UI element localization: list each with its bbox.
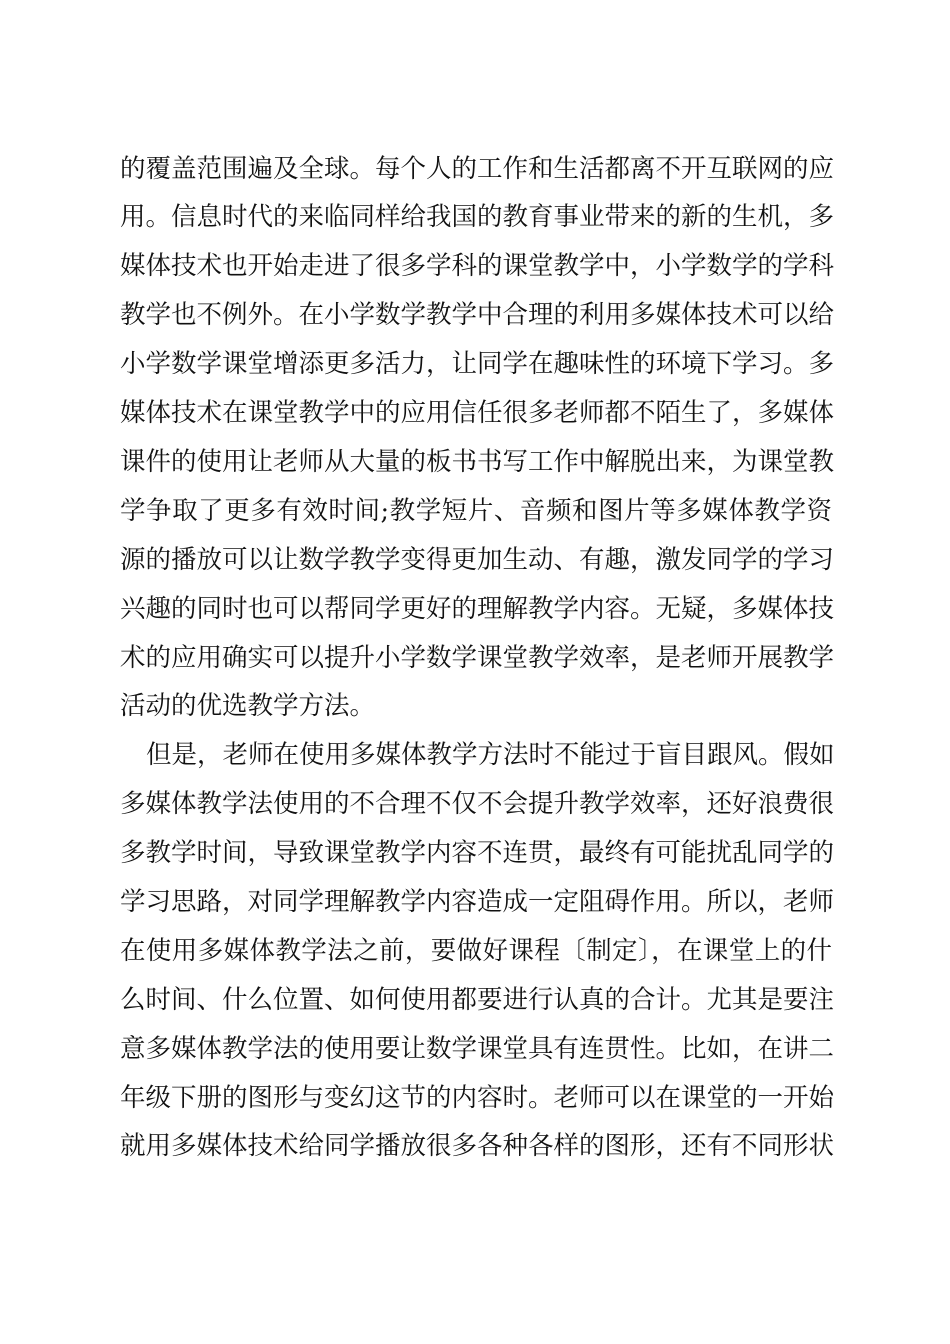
paragraph-line: 课件的使用让老师从大量的板书书写工作中解脱出来，为课堂教 xyxy=(120,447,835,477)
paragraph-line: 兴趣的同时也可以帮同学更好的理解教学内容。无疑，多媒体技 xyxy=(120,594,835,624)
paragraph-line: 就用多媒体技术给同学播放很多各种各样的图形，还有不同形状 xyxy=(120,1131,835,1161)
paragraph-line: 多教学时间，导致课堂教学内容不连贯，最终有可能扰乱同学的 xyxy=(120,838,835,868)
paragraph-line: 教学也不例外。在小学数学教学中合理的利用多媒体技术可以给 xyxy=(120,300,835,330)
paragraph-line: 学争取了更多有效时间;教学短片、音频和图片等多媒体教学资 xyxy=(120,496,832,526)
paragraph-line: 小学数学课堂增添更多活力，让同学在趣味性的环境下学习。多 xyxy=(120,349,835,379)
paragraph-line: 学习思路，对同学理解教学内容造成一定阻碍作用。所以，老师 xyxy=(120,887,835,917)
paragraph-line: 媒体技术在课堂教学中的应用信任很多老师都不陌生了，多媒体 xyxy=(120,398,835,428)
paragraph-line: 活动的优选教学方法。 xyxy=(120,691,376,721)
paragraph-line: 用。信息时代的来临同样给我国的教育事业带来的新的生机，多 xyxy=(120,202,835,232)
paragraph-line: 年级下册的图形与变幻这节的内容时。老师可以在课堂的一开始 xyxy=(120,1083,835,1113)
paragraph-line: 么时间、什么位置、如何使用都要进行认真的合计。尤其是要注 xyxy=(120,985,835,1015)
paragraph-line: 媒体技术也开始走进了很多学科的课堂教学中，小学数学的学科 xyxy=(120,251,835,281)
paragraph-line: 源的播放可以让数学教学变得更加生动、有趣，激发同学的学习 xyxy=(120,545,835,575)
paragraph-line: 多媒体教学法使用的不合理不仅不会提升教学效率，还好浪费很 xyxy=(120,789,835,819)
paragraph-line: 术的应用确实可以提升小学数学课堂教学效率，是老师开展教学 xyxy=(120,643,835,673)
paragraph-line: 意多媒体教学法的使用要让数学课堂具有连贯性。比如，在讲二 xyxy=(120,1034,835,1064)
paragraph-line: 在使用多媒体教学法之前，要做好课程〔制定〕，在课堂上的什 xyxy=(120,936,832,966)
paragraph-line: 但是，老师在使用多媒体教学方法时不能过于盲目跟风。假如 xyxy=(146,740,835,770)
paragraph-line: 的覆盖范围遍及全球。每个人的工作和生活都离不开互联网的应 xyxy=(120,154,835,184)
